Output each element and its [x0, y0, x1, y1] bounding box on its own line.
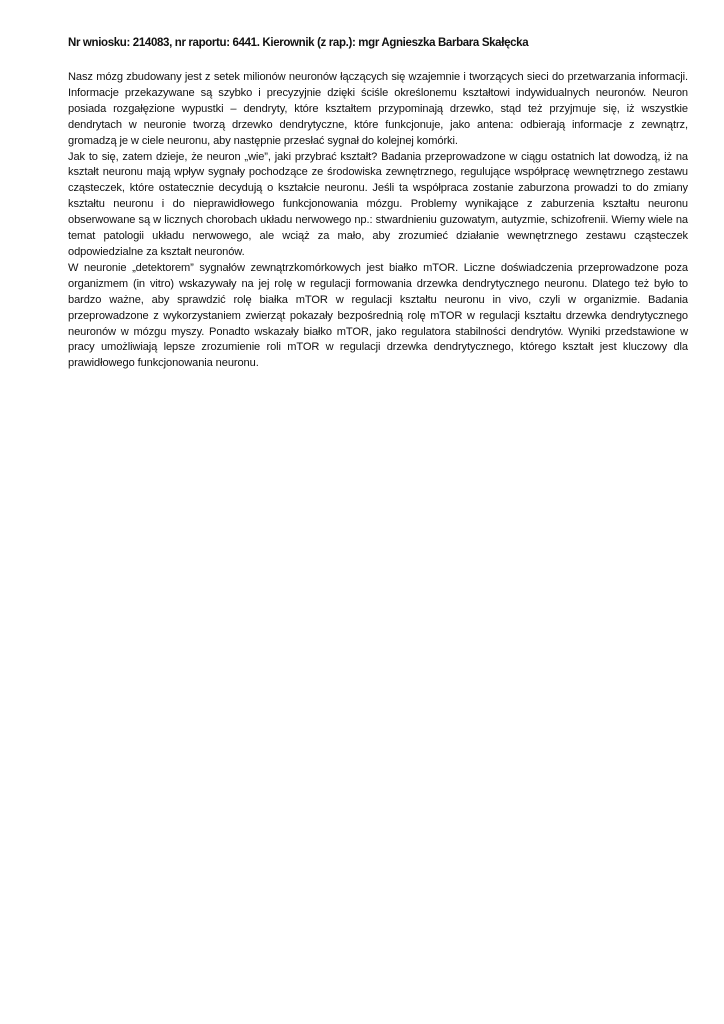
report-body — [68, 70, 688, 372]
report-header: Nr wniosku: 214083, nr raportu: 6441. Kierownik (z rap.): mgr Agnieszka Barbara Skałęcka — [68, 37, 529, 49]
paragraph-mtor: W neuronie „detektorem” sygnałów zewnątrzkomórkowych jest białko mTOR. Liczne doświadczenia przeprowadzone poza organizmem (in vitro) wskazywały na jej rolę w regulacji formowania drzewka dendrytycznego neuronu. Dlatego też było to bardzo ważne, aby sprawdzić rolę białka mTOR w regulacji kształtu neuronu in vivo, czyli w organizmie. Badania przeprowadzone z wykorzystaniem zwierząt pokazały bezpośrednią rolę mTOR w regulacji kształtu drzewka dendrytycznego neuronów w mózgu myszy. Ponadto wskazały białko mTOR, jako regulatora stabilności dendrytów. Wyniki przedstawione w pracy umożliwiają lepsze zrozumienie roli mTOR w regulacji drzewka dendrytycznego, którego kształt jest kluczowy dla prawidłowego funkcjonowania neuronu. — [68, 261, 688, 370]
document-page — [68, 37, 688, 372]
paragraph-research: Jak to się, zatem dzieje, że neuron „wie”, jaki przybrać kształt? Badania przeprowadzone w ciągu ostatnich lat dowodzą, iż na kształt neuronu mają wpływ sygnały pochodzące ze środowiska zewnętrznego, regulujące współpracę wewnętrznego zestawu cząsteczek, które ostatecznie decydują o kształcie neuronu. Jeśli ta współpraca zostanie zaburzona prowadzi to do zmiany kształtu neuronu i do nieprawidłowego funkcjonowania mózgu. Problemy wynikające z zaburzenia kształtu neuronu obserwowane są w licznych chorobach układu nerwowego np.: stwardnieniu guzowatym, autyzmie, schizofrenii. Wiemy wiele na temat patologii układu nerwowego, ale wciąż za mało, aby zrozumieć działanie wewnętrznego zestawu cząsteczek odpowiedzialne za kształt neuronów. — [68, 150, 688, 258]
paragraph-intro: Nasz mózg zbudowany jest z setek milionów neuronów łączących się wzajemnie i tworzących sieci do przetwarzania informacji. Informacje przekazywane są szybko i precyzyjnie dzięki ściśle określonemu kształtowi indywidualnych neuronów. Neuron posiada rozgałęzione wypustki – dendryty, które kształtem przypominają drzewko, stąd też przyjmuje się, iż wszystkie dendrytach w neuronie tworzą drzewko dendrytyczne, które funkcjonuje, jako antena: odbierają informacje z zewnątrz, gromadzą je w ciele neuronu, aby następnie przesłać sygnał do kolejnej komórki. — [68, 71, 688, 147]
